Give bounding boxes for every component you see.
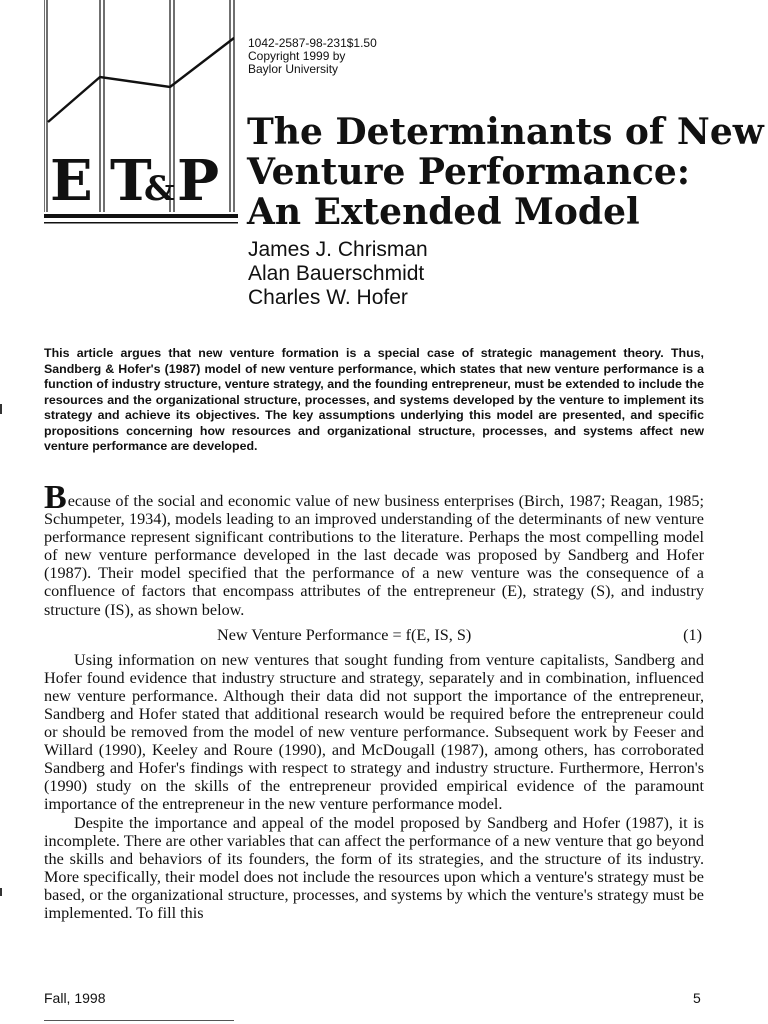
equation-number: (1) (683, 625, 702, 644)
scan-edge-mark (0, 404, 2, 414)
etp-logo-graphic (44, 0, 240, 228)
svg-text:&: & (144, 169, 175, 209)
paragraph-1-text: ecause of the social and economic value of new business enterprises (Birch, 1987; Reagan, 1985; Schumpeter, 1934), models leading to an improved understanding of the determinants of new venture performance represent significant contributions to the literature. Perhaps the most compelling model of new venture performance developed in the last decade was proposed by Sandberg and Hofer (1987). Their model specified that the performance of a new venture was the consequence of a confluence of factors that encompass attributes of the entrepreneur (E), strategy (S), and industry structure (IS), as shown below. (44, 492, 704, 619)
title-line-3: An Extended Model (247, 191, 640, 233)
title-line-2: Venture Performance: (247, 151, 691, 193)
copyright-line: Copyright 1999 by (248, 49, 346, 63)
publication-meta (248, 37, 488, 76)
publisher-line: Baylor University (248, 62, 339, 76)
issue-date: Fall, 1998 (44, 990, 106, 1006)
equation-text: New Venture Performance = f(E, IS, S) (217, 625, 472, 644)
svg-text:E: E (50, 148, 93, 214)
svg-text:T: T (110, 148, 152, 214)
page-number: 5 (693, 990, 701, 1006)
abstract: This article argues that new venture formation is a special case of strategic management theory. Thus, Sandberg & Hofer's (1987) model of new venture performance, which states that new venture performance is a function of industry structure, venture strategy, and the founding entrepreneur, must be extended to include the resources and the organizational structure, processes, and systems developed by the venture to implement its strategy and achieve its objectives. The key assumptions underlying this model are presented, and specific propositions concerning how resources and organizational structure, processes, and systems affect new venture performance are developed. (44, 346, 704, 453)
author-2: Alan Bauerschmidt (248, 262, 425, 285)
author-list (248, 238, 428, 310)
etp-logo (44, 0, 240, 228)
article-body (44, 479, 704, 922)
author-1: James J. Chrisman (248, 238, 428, 261)
title-line-1: The Determinants of New (247, 111, 764, 153)
bottom-rule (44, 1020, 234, 1021)
scan-edge-mark (0, 888, 2, 896)
svg-text:P: P (177, 148, 220, 214)
article-title (247, 111, 764, 233)
equation (44, 623, 704, 647)
author-3: Charles W. Hofer (248, 286, 408, 309)
paragraph-3: Despite the importance and appeal of the model proposed by Sandberg and Hofer (1987), it is incomplete. There are other variables that can affect the performance of a new venture that go beyond the skills and behaviors of its founders, the form of its strategies, and the structure of its industry. More specifically, their model does not include the resources upon which a venture's strategy must be based, or the organizational structure, processes, and systems by which the venture's strategy must be implemented. To fill this (44, 813, 704, 922)
paragraph-2: Using information on new ventures that sought funding from venture capitalists, Sandberg and Hofer found evidence that industry structure and strategy, separately and in combination, influenced new venture performance. Although their data did not support the importance of the entrepreneur, Sandberg and Hofer stated that additional research would be required before the entrepreneur could or should be removed from the model of new venture performance. Subsequent work by Feeser and Willard (1990), Keeley and Roure (1990), and McDougall (1987), among others, has corroborated Sandberg and Hofer's findings with respect to strategy and industry structure. Furthermore, Herron's (1990) study on the skills of the entrepreneur provided empirical evidence of the paramount importance of the entrepreneur in the new venture performance model. (44, 650, 704, 814)
issn-line: 1042-2587-98-231$1.50 (248, 36, 377, 50)
drop-cap: B (44, 479, 67, 516)
paragraph-1 (44, 479, 704, 619)
